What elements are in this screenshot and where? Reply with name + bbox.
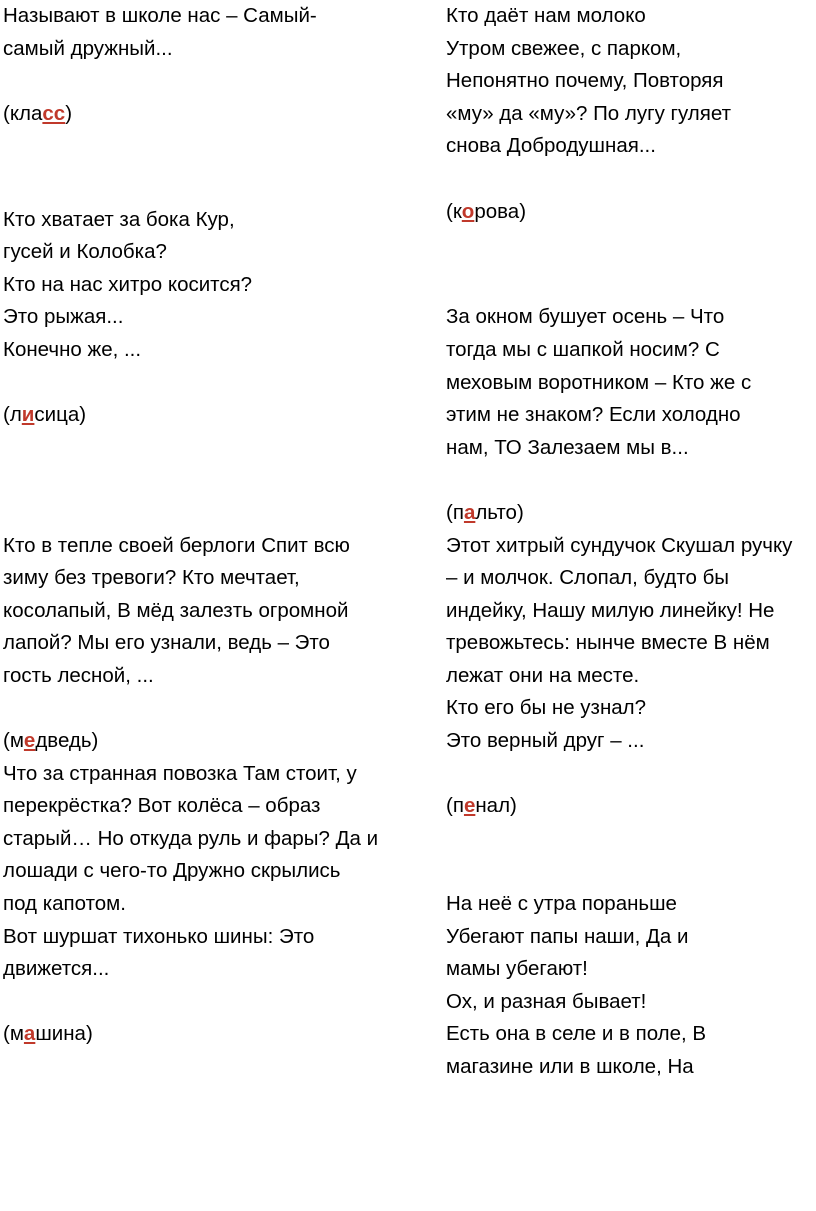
riddle-line: перекрёстка? Вот колёса – образ (3, 794, 321, 818)
riddle-line: зиму без тревоги? Кто мечтает, (3, 566, 300, 590)
riddle-line: гусей и Колобка? (3, 240, 167, 264)
riddle-line: гость лесной, ... (3, 663, 154, 687)
riddle-line: тревожьтесь: нынче вместе В нём (446, 631, 770, 655)
riddle-line: Ох, и разная бывает! (446, 989, 647, 1013)
riddle-line: самый дружный... (3, 36, 173, 60)
riddle-bear (3, 530, 399, 693)
answer-fox: (лисица) (3, 403, 87, 427)
left-column (3, 0, 399, 1051)
riddle-class (3, 0, 399, 65)
answer-class: (класс) (3, 101, 73, 125)
riddle-line: этим не знаком? Если холодно (446, 403, 741, 427)
riddle-line: Утром свежее, с парком, (446, 36, 682, 60)
riddle-line: старый… Но откуда руль и фары? Да и (3, 826, 379, 850)
riddle-line: индейку, Нашу милую линейку! Не (446, 598, 775, 622)
highlighted-letters: а (463, 500, 476, 524)
riddle-line: Называют в школе нас – Самый- (3, 4, 317, 27)
riddle-line: Вот шуршат тихонько шины: Это (3, 924, 315, 948)
riddle-line: Кто даёт нам молоко (446, 4, 646, 27)
highlighted-letters: е (23, 729, 36, 753)
riddle-line: Что за странная повозка Там стоит, у (3, 761, 357, 785)
answer-cow: (корова) (446, 199, 527, 223)
highlighted-letters: и (21, 403, 35, 427)
riddle-line: движется... (3, 957, 110, 981)
riddle-line: под капотом. (3, 892, 126, 916)
answer-bear: (медведь) (3, 729, 99, 753)
right-column (446, 0, 814, 1084)
riddle-line: тогда мы с шапкой носим? С (446, 337, 720, 361)
riddle-line: «му» да «му»? По лугу гуляет (446, 101, 731, 125)
answer-car: (машина) (3, 1022, 93, 1046)
riddle-pencil-case (446, 530, 814, 758)
riddle-line: Это верный друг – ... (446, 729, 645, 753)
riddle-line: мамы убегают! (446, 957, 588, 981)
highlighted-letters: а (23, 1022, 36, 1046)
riddle-line: Кто его бы не узнал? (446, 696, 647, 720)
riddle-fox (3, 204, 399, 367)
riddle-line: косолапый, В мёд залезть огромной (3, 598, 349, 622)
riddle-car (3, 758, 399, 986)
highlighted-letters: сс (42, 101, 66, 125)
riddle-road (446, 888, 814, 1084)
riddle-line: – и молчок. Слопал, будто бы (446, 566, 730, 590)
riddle-line: меховым воротником – Кто же с (446, 370, 752, 394)
riddle-line: Непонятно почему, Повторяя (446, 69, 724, 93)
highlighted-letters: е (463, 794, 476, 818)
answer-coat: (пальто) (446, 500, 524, 524)
riddle-line: На неё с утра пораньше (446, 892, 677, 916)
riddle-line: Кто хватает за бока Кур, (3, 207, 235, 231)
riddle-line: лошади с чего-то Дружно скрылись (3, 859, 341, 883)
riddle-coat (446, 301, 814, 464)
answer-pencil-case: (пенал) (446, 794, 517, 818)
riddle-line: Этот хитрый сундучок Скушал ручку (446, 533, 793, 557)
riddle-line: Конечно же, ... (3, 337, 142, 361)
riddle-line: лапой? Мы его узнали, ведь – Это (3, 631, 330, 655)
riddle-line: Убегают папы наши, Да и (446, 924, 689, 948)
riddle-line: Есть она в селе и в поле, В (446, 1022, 707, 1046)
riddle-line: За окном бушует осень – Что (446, 305, 725, 329)
riddle-line: нам, ТО Залезаем мы в... (446, 435, 689, 459)
riddle-line: Это рыжая... (3, 305, 124, 329)
riddle-line: лежат они на месте. (446, 663, 640, 687)
riddle-line: магазине или в школе, На (446, 1055, 694, 1078)
riddle-line: снова Добродушная... (446, 134, 656, 158)
highlighted-letters: о (461, 199, 475, 223)
riddle-cow (446, 0, 814, 163)
riddle-line: Кто в тепле своей берлоги Спит всю (3, 533, 350, 557)
riddle-line: Кто на нас хитро косится? (3, 272, 253, 296)
